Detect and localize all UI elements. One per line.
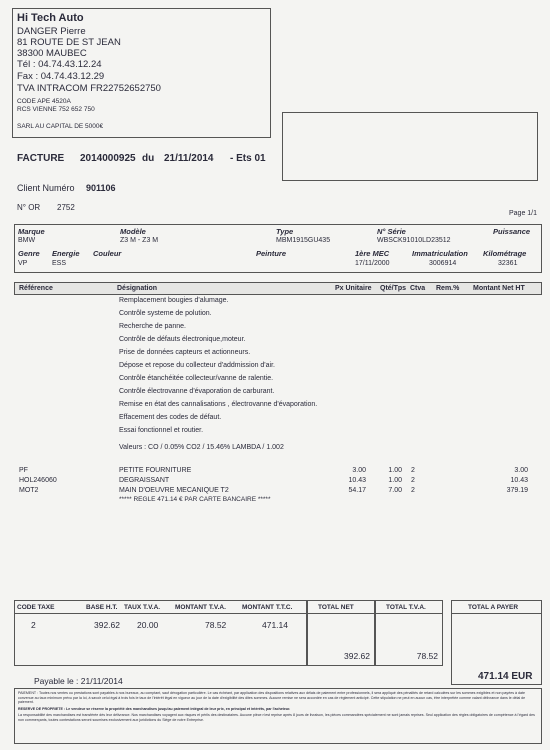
vehicle-energie-label: Energie (52, 249, 80, 258)
tax-header-base: BASE H.T. (86, 604, 118, 611)
header-reference: Référence (19, 285, 53, 292)
total-net-value: 392.62 (344, 651, 370, 661)
payer-header-divider (451, 613, 542, 614)
vehicle-type: MBM1915GU435 (276, 237, 331, 244)
total-payer-value: 471.14 EUR (478, 671, 533, 682)
legal-footer (14, 688, 542, 744)
tax-code: 2 (31, 620, 36, 630)
vehicle-serie: WBSCK91010LD23512 (377, 237, 451, 244)
legal-responsibility: La responsabilité des marchandises est transférée dès leur délivrance. Nos marchandises voyagent aux risques et périls des destinataires. Aucune pièce n'est reprise après 8 jours de livraison, les pièces commandées spécialement ne sont jamais reprises. Seul application des règles obligatoires de compétence à l'égard des non commerçants, toutes contestations seront soumises exclusivement aux juridictions du Siège de notre Entreprise. (18, 713, 535, 722)
vehicle-marque: BMW (18, 237, 36, 244)
client-number: 901106 (86, 183, 116, 193)
header-ctva: Ctva (410, 285, 426, 292)
payment-note: ***** REGLE 471.14 € PAR CARTE BANCAIRE ***** (119, 496, 271, 503)
vehicle-peinture-label: Peinture (256, 249, 287, 258)
page-number: Page 1/1 (509, 210, 538, 217)
tax-mttc: 471.14 (262, 620, 288, 630)
vehicle-km-label: Kilométrage (483, 249, 527, 258)
item-pu: 54.17 (348, 487, 366, 494)
vehicle-mec-label: 1ère MEC (355, 249, 390, 258)
vehicle-genre: VP (18, 260, 28, 267)
total-payer-header: TOTAL A PAYER (468, 604, 519, 611)
invoice-du: du (142, 153, 155, 164)
item-ctva: 2 (411, 467, 415, 474)
values-line: Valeurs : CO / 0.05% CO2 / 15.46% LAMBDA / 1.002 (119, 444, 284, 451)
company-owner: DANGER Pierre (17, 26, 86, 37)
tax-header-mtva: MONTANT T.V.A. (175, 604, 226, 611)
invoice-date: 21/11/2014 (164, 153, 214, 164)
item-ref: MOT2 (19, 487, 39, 494)
company-fax: Fax : 04.74.43.12.29 (17, 71, 105, 82)
work-line: Remise en état des cannalisations , électrovanne d'évaporation. (119, 401, 318, 408)
tax-header-code: CODE TAXE (17, 604, 55, 611)
header-pu: Px Unitaire (335, 285, 372, 292)
legal-reserve: RESERVE DE PROPRIETE : Le vendeur se réserve la propriété des marchandises jusqu'au paiement intégral de leur prix, en principal et intérêts, par l'acheteur. (18, 706, 291, 711)
header-designation: Désignation (117, 285, 158, 292)
items-header (14, 282, 542, 295)
invoice-label: FACTURE (17, 153, 65, 164)
totals-header-divider (307, 613, 443, 614)
item-montant: 379.19 (506, 487, 528, 494)
work-line: Essai fonctionnel et routier. (119, 427, 204, 434)
company-city: 38300 MAUBEC (17, 48, 87, 59)
work-line: Remplacement bougies d'alumage. (119, 297, 229, 304)
company-address: 81 ROUTE DE ST JEAN (17, 37, 121, 48)
tax-base: 392.62 (94, 620, 120, 630)
vehicle-serie-label: N° Série (377, 227, 406, 236)
item-pu: 10.43 (348, 477, 366, 484)
tax-header-divider (14, 613, 307, 614)
tax-mtva: 78.52 (205, 620, 227, 630)
client-label: Client Numéro (17, 183, 75, 193)
total-net-header: TOTAL NET (318, 604, 354, 611)
total-tva-header: TOTAL T.V.A. (386, 604, 426, 611)
vehicle-modele-label: Modèle (120, 227, 146, 236)
legal-payment: PAIEMENT : Toutes nos ventes ou prestations sont payables à nos bureaux, au comptant, sauf dérogation particulière. Le cas échéant, par application des dispositions relatives aux délais de paiement entre professionnels, il sera appliqué des pénalités de retard calculées sur les sommes exigibles et non payées à date convenue au taux minimum prévu par la loi, à savoir celui égal à trois fois le taux de l'intérêt légal en vigueur au jour de la date d'exigibilité des dites sommes. Aucune remise ne sera accordée en cas de règlement anticipé. Cette stipulation ne peut en aucun cas, être interprétée comme valant délivrance dans le délai de paiement. (18, 691, 526, 705)
vehicle-immat-label: Immatriculation (412, 249, 468, 258)
payable-date: Payable le : 21/11/2014 (34, 676, 123, 686)
item-qte: 1.00 (388, 467, 402, 474)
header-montant: Montant Net HT (473, 285, 525, 292)
work-line: Contrôle systeme de polution. (119, 310, 212, 317)
company-box (12, 8, 271, 138)
vehicle-type-label: Type (276, 227, 294, 236)
company-name: Hi Tech Auto (17, 12, 84, 24)
item-qte: 7.00 (388, 487, 402, 494)
vehicle-puissance-label: Puissance (493, 227, 531, 236)
company-ape: CODE APE 4520A (17, 98, 71, 105)
work-line: Effacement des codes de défaut. (119, 414, 222, 421)
item-desc: PETITE FOURNITURE (119, 467, 192, 474)
invoice-ets: - Ets 01 (230, 153, 266, 164)
work-line: Contrôle électrovanne d'évaporation de carburant. (119, 388, 275, 395)
company-tva: TVA INTRACOM FR22752652750 (17, 83, 161, 94)
vehicle-mec: 17/11/2000 (355, 260, 390, 267)
tax-taux: 20.00 (137, 620, 159, 630)
work-line: Dépose et repose du collecteur d'addmission d'air. (119, 362, 275, 369)
work-line: Contrôle de défauts électronique,moteur. (119, 336, 246, 343)
total-tva-value: 78.52 (416, 651, 438, 661)
work-line: Recherche de panne. (119, 323, 186, 330)
vehicle-km: 32361 (498, 260, 518, 267)
vehicle-immat: 3006914 (429, 260, 457, 267)
header-rem: Rem.% (436, 285, 460, 292)
item-ref: PF (19, 467, 28, 474)
item-pu: 3.00 (352, 467, 366, 474)
company-rcs: RCS VIENNE 752 652 750 (17, 106, 95, 113)
vehicle-couleur-label: Couleur (93, 249, 122, 258)
item-qte: 1.00 (388, 477, 402, 484)
company-tel: Tél : 04.74.43.12.24 (17, 59, 102, 70)
item-desc: DEGRAISSANT (119, 477, 170, 484)
vehicle-marque-label: Marque (18, 227, 45, 236)
tax-header-mttc: MONTANT T.T.C. (242, 604, 293, 611)
item-ctva: 2 (411, 487, 415, 494)
work-line: Prise de données capteurs et actionneurs. (119, 349, 251, 356)
item-montant: 10.43 (510, 477, 528, 484)
work-line: Contrôle étanchéitée collecteur/vanne de ralentie. (119, 375, 274, 382)
item-ctva: 2 (411, 477, 415, 484)
tax-header-taux: TAUX T.V.A. (124, 604, 161, 611)
client-address-box (282, 112, 538, 181)
vehicle-genre-label: Genre (18, 249, 40, 258)
or-number: 2752 (57, 203, 75, 212)
vehicle-modele: Z3 M - Z3 M (120, 237, 159, 244)
invoice-number: 2014000925 (80, 153, 136, 164)
vehicle-energie: ESS (52, 260, 67, 267)
company-capital: SARL AU CAPITAL DE 5000€ (17, 123, 104, 130)
header-qte: Qté/Tps (380, 285, 407, 292)
or-label: N° OR (17, 203, 41, 212)
item-desc: MAIN D'OEUVRE MECANIQUE T2 (119, 487, 229, 494)
item-montant: 3.00 (514, 467, 528, 474)
item-ref: HOL246060 (19, 477, 57, 484)
